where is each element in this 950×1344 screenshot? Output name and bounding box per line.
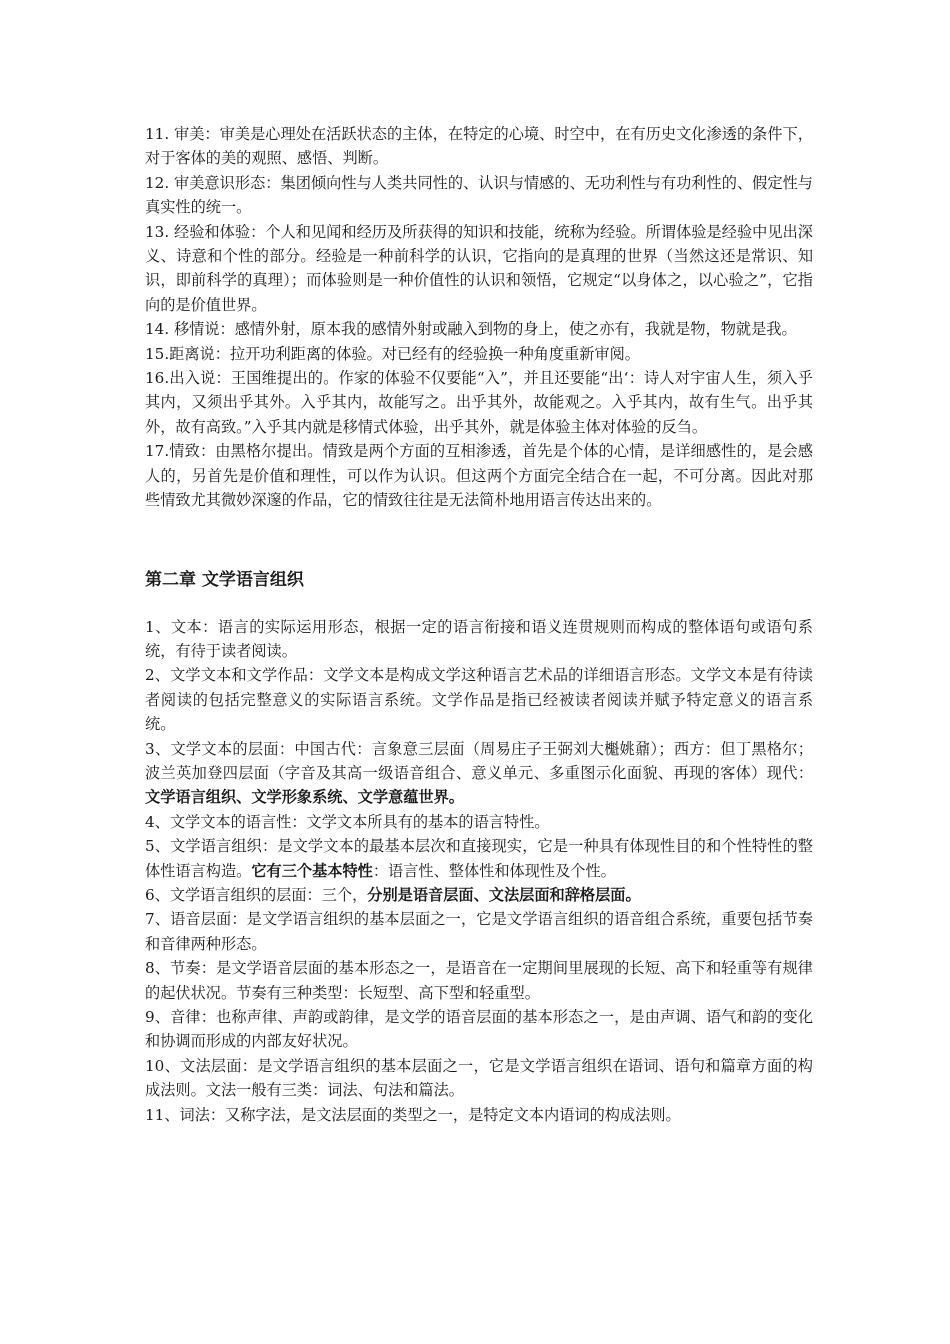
- paragraph-phonetic-layer: 7、语音层面：是文学语言组织的基本层面之一，它是文学语言组织的语音组合系统，重要包括节奏和音律两种形态。: [145, 910, 813, 953]
- spacer: [145, 513, 813, 567]
- paragraph-text-layers: [145, 737, 813, 810]
- paragraph-distance: 15.距离说：拉开功利距离的体验。对已经有的经验换一种角度重新审阅。: [145, 344, 640, 363]
- paragraph-grammar-layer: 10、文法层面：是文学语言组织的基本层面之一，它是文学语言组织在语词、语句和篇章方面的构成法则。文法一般有三类：词法、句法和篇法。: [145, 1056, 813, 1100]
- language-organization-bold: 它有三个基本特性: [251, 861, 373, 880]
- spacer: [145, 593, 813, 615]
- paragraph-experience: 13. 经验和体验：个人和见闻和经历及所获得的知识和技能，统称为经验。所谓体验是经验中见出深义、诗意和个性的部分。经验是一种前科学的认识，它指向的是真理的世界（当然这还是常识、知识，即前科学的真理）；而体验则是一种价值性的认识和领悟，它规定“以身体之，以心验之”，它指向的是价值世界。: [145, 222, 813, 314]
- paragraph-text: 1、文本：语言的实际运用形态，根据一定的语言衔接和语义连贯规则而构成的整体语句或语句系统，有待于读者阅读。: [145, 617, 813, 660]
- paragraph-pathos: 17.情致：由黑格尔提出。情致是两个方面的互相渗透，首先是个体的心情，是详细感性的，是会感人的，另首先是价值和理性，可以作为认识。但这两个方面完全结合在一起，不可分离。因此对那些情致尤其微妙深邃的作品，它的情致往往是无法简朴地用语言传达出来的。: [145, 442, 813, 510]
- paragraph-empathy: 14. 移情说：感情外射，原本我的感情外射或融入到物的身上，使之亦有，我就是物，物就是我。: [145, 320, 797, 339]
- paragraph-aesthetic-ideology: 12. 审美意识形态：集团倾向性与人类共同性的、认识与情感的、无功利性与有功利性的、假定性与真实性的统一。: [145, 173, 813, 217]
- document-page: [145, 122, 813, 1127]
- paragraph-word-method: 11、词法：又称字法，是文法层面的类型之一，是特定文本内语词的构成法则。: [145, 1105, 681, 1124]
- text-layers-body: 3、文学文本的层面：中国古代：言象意三层面（周易庄子王弼刘大櫆姚鼐）；西方：但丁黑格尔；波兰英加登四层面（字音及其高一级语音组合、意义单元、多重图示化面貌、再现的客体）现代：: [145, 739, 813, 782]
- language-organization-tail: ：语言性、整体性和体现性及个性。: [372, 861, 616, 880]
- paragraph-meter: 9、音律：也称声律、声韵或韵律，是文学的语音层面的基本形态之一，是由声调、语气和韵的变化和协调而形成的内部友好状况。: [145, 1008, 813, 1051]
- chapter-heading: 第二章 文学语言组织: [145, 569, 304, 590]
- organization-layers-body: 6、文学语言组织的层面：三个，: [145, 885, 368, 904]
- paragraph-in-out: 16.出入说：王国维提出的。作家的体验不仅要能“入”，并且还要能“出‘：诗人对宇宙人生，须入乎其内，又须出乎其外。入乎其内，故能写之。出乎其外，故能观之。入乎其内，故有生气。出乎其外，故有高致。”入乎其内就是移情式体验，出乎其外，就是体验主体对体验的反刍。: [145, 369, 813, 436]
- paragraph-aesthetic: 11. 审美：审美是心理处在活跃状态的主体，在特定的心境、时空中，在有历史文化渗透的条件下，对于客体的美的观照、感悟、判断。: [145, 125, 813, 168]
- text-layers-bold: 文学语言组织、文学形象系统、文学意蕴世界。: [145, 788, 464, 807]
- paragraph-linguistic: 4、文学文本的语言性：文学文本所具有的基本的语言特性。: [145, 812, 550, 831]
- paragraph-language-organization: [145, 834, 813, 883]
- organization-layers-bold: 分别是语音层面、文法层面和辞格层面。: [367, 885, 641, 904]
- paragraph-rhythm: 8、节奏：是文学语音层面的基本形态之一，是语音在一定期间里展现的长短、高下和轻重等有规律的起伏状况。节奏有三种类型：长短型、高下型和轻重型。: [145, 959, 813, 1002]
- language-organization-body: 5、文学语言组织：是文学文本的最基本层次和直接现实，它是一种具有体现性目的和个性特性的整体性语言构造。: [145, 837, 813, 880]
- paragraph-organization-layers: [145, 883, 813, 907]
- paragraph-literary-text: 2、文学文本和文学作品：文学文本是构成文学这种语言艺术品的详细语言形态。文学文本是有待读者阅读的包括完整意义的实际语言系统。文学作品是指已经被读者阅读并赋予特定意义的语言系统。: [145, 666, 813, 734]
